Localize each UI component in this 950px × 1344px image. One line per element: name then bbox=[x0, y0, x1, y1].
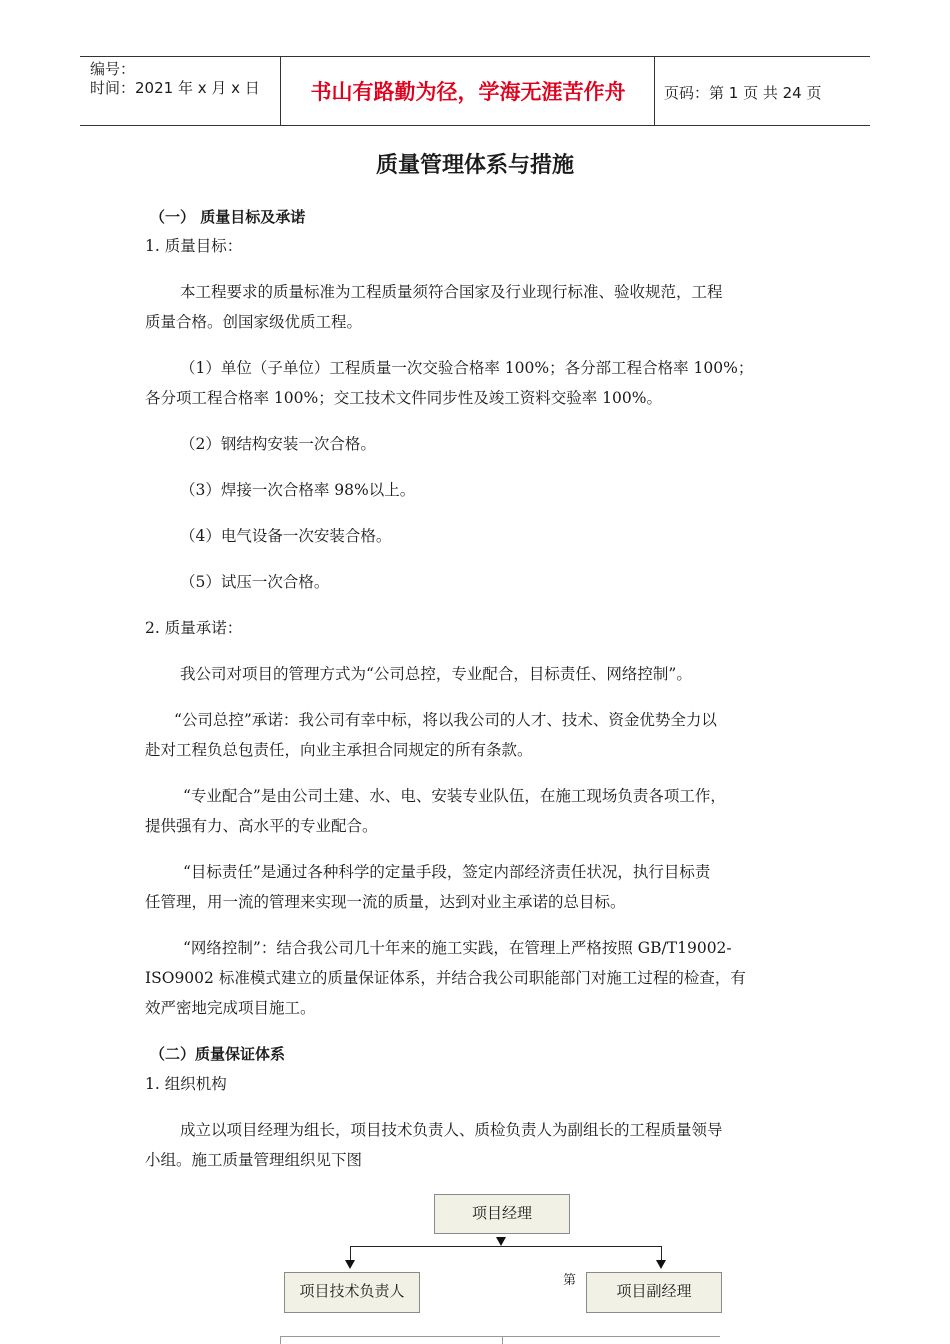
number-label: 编号： bbox=[90, 60, 136, 78]
connector-line bbox=[502, 1336, 503, 1344]
page-info: 页码：第 1 页 共 24 页 bbox=[664, 84, 822, 102]
header-motto: 书山有路勤为径，学海无涯苦作舟 bbox=[310, 80, 626, 104]
paragraph-line: 效严密地完成项目施工。 bbox=[145, 999, 316, 1017]
org-node-tech-lead: 项目技术负责人 bbox=[284, 1272, 420, 1313]
connector-line bbox=[350, 1246, 351, 1260]
paragraph-line: 质量合格。创国家级优质工程。 bbox=[145, 313, 363, 331]
list-item: （2）钢结构安装一次合格。 bbox=[180, 435, 376, 453]
paragraph-line: 小组。施工质量管理组织见下图 bbox=[145, 1151, 363, 1169]
list-item: （4）电气设备一次安装合格。 bbox=[180, 527, 392, 545]
header-divider bbox=[280, 57, 281, 125]
org-node-deputy-manager: 项目副经理 bbox=[586, 1272, 722, 1313]
date-label: 时间：2021 年 x 月 x 日 bbox=[90, 79, 260, 97]
subheading: 2. 质量承诺： bbox=[145, 619, 243, 637]
paragraph-line: 提供强有力、高水平的专业配合。 bbox=[145, 817, 378, 835]
connector-line bbox=[350, 1246, 662, 1247]
paragraph-line: 我公司对项目的管理方式为“公司总控，专业配合，目标责任、网络控制”。 bbox=[180, 665, 692, 683]
list-item: （5）试压一次合格。 bbox=[180, 573, 330, 591]
document-title: 质量管理体系与措施 bbox=[375, 153, 574, 178]
page-header bbox=[80, 56, 870, 126]
list-item: （1）单位（子单位）工程质量一次交验合格率 100%；各分部工程合格率 100%； bbox=[180, 359, 754, 377]
subheading: 1. 质量目标： bbox=[145, 237, 243, 255]
subheading: 1. 组织机构 bbox=[145, 1075, 227, 1093]
section-heading: （一） 质量目标及承诺 bbox=[150, 208, 306, 226]
section-heading: （二）质量保证体系 bbox=[150, 1045, 286, 1063]
connector-line bbox=[280, 1336, 281, 1344]
connector-line bbox=[661, 1246, 662, 1260]
header-meta bbox=[90, 60, 260, 98]
list-item: 各分项工程合格率 100%；交工技术文件同步性及竣工资料交验率 100%。 bbox=[145, 389, 662, 407]
arrow-down-icon bbox=[496, 1237, 506, 1246]
paragraph-line: 本工程要求的质量标准为工程质量须符合国家及行业现行标准、验收规范，工程 bbox=[180, 283, 723, 301]
header-divider bbox=[654, 57, 655, 125]
paragraph-line: “目标责任”是通过各种科学的定量手段，签定内部经济责任状况，执行目标责 bbox=[183, 863, 711, 881]
paragraph-line: “专业配合”是由公司土建、水、电、安装专业队伍，在施工现场负责各项工作， bbox=[183, 787, 726, 805]
paragraph-line: 成立以项目经理为组长，项目技术负责人、质检负责人为副组长的工程质量领导 bbox=[180, 1121, 723, 1139]
paragraph-line: ISO9002 标准模式建立的质量保证体系，并结合我公司职能部门对施工过程的检查，有 bbox=[145, 969, 746, 987]
paragraph-line: “网络控制”：结合我公司几十年来的施工实践，在管理上严格按照 GB/T19002- bbox=[183, 939, 732, 957]
paragraph-line: 任管理，用一流的管理来实现一流的质量，达到对业主承诺的总目标。 bbox=[145, 893, 626, 911]
paragraph-line: 赴对工程负总包责任，向业主承担合同规定的所有条款。 bbox=[145, 741, 533, 759]
arrow-down-icon bbox=[345, 1260, 355, 1269]
list-item: （3）焊接一次合格率 98%以上。 bbox=[180, 481, 416, 499]
connector-line bbox=[280, 1336, 720, 1337]
org-node-project-manager: 项目经理 bbox=[434, 1194, 570, 1234]
paragraph-line: “公司总控”承诺：我公司有幸中标，将以我公司的人才、技术、资金优势全力以 bbox=[174, 711, 717, 729]
arrow-down-icon bbox=[656, 1260, 666, 1269]
stray-text: 第 bbox=[563, 1273, 577, 1288]
